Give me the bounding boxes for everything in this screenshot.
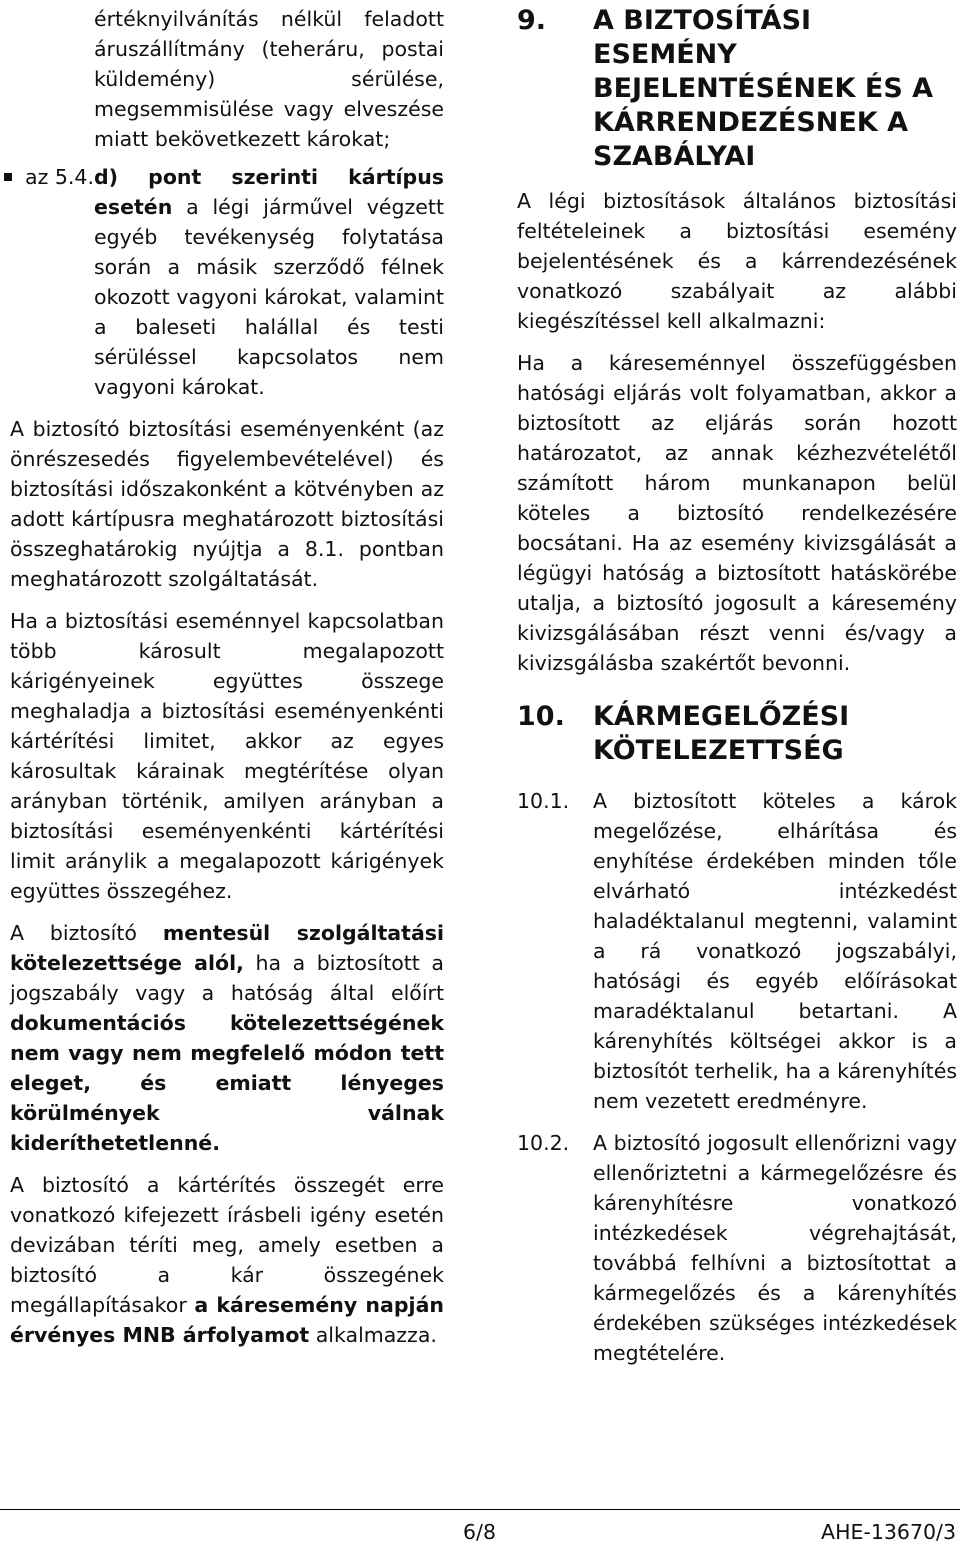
item-text: A biztosító jogosult ellenőrizni vagy ellenőriztetni a kármegelőzésre és kárenyhítésre vonatkozó intézkedések végrehajtását, továbbá felhívni a biztosítottat a kármegelőzés és a kárenyhítés érdekében szükséges intézkedések megtételére. [593, 1131, 957, 1365]
item-number: 10.1. [517, 789, 570, 813]
paragraph-text: A biztosító [10, 921, 163, 945]
list-item-text: az 5.4. [25, 165, 94, 189]
numbered-item [517, 786, 957, 1116]
list-item-text: a légi járművel végzett egyéb tevékenység folytatása során a másik szerződő félnek okozott vagyoni károkat, valamint a baleseti halállal és testi sérüléssel kapcsolatos nem vagyoni károkat. [94, 195, 444, 399]
paragraph-bold: a káresemény napján érvényes MNB árfolyamot [10, 1293, 444, 1347]
section-heading [517, 4, 957, 174]
numbered-item [517, 1128, 957, 1368]
section-number: 10. [517, 701, 565, 732]
left-column [10, 0, 444, 1350]
page-footer [0, 1509, 960, 1549]
footer-divider [0, 1509, 960, 1510]
paragraph-bold: mentesül szolgáltatási kötelezettsége alól, [10, 921, 445, 975]
list-item [10, 162, 444, 402]
paragraph [10, 918, 444, 1158]
paragraph: A biztosító biztosítási eseményenként (az önrészesedés figyelembevételével) és biztosítási időszakonként a kötvényben az adott kártípusra meghatározott biztosítási összeghatárokig nyújtja a 8.1. pontban meghatározott szolgáltatását. [10, 417, 444, 591]
paragraph-text: alkalmazza. [309, 1323, 437, 1347]
square-bullet-icon [4, 173, 12, 181]
paragraph-text: ha a biztosított a jogszabály vagy a hatóság által előírt [10, 951, 444, 1005]
list-item-bold: d) pont szerinti kártípus esetén [94, 165, 444, 219]
paragraph-bold: dokumentációs kötelezettségének nem vagy nem megfelelő módon tett eleget, és emiatt lényeges körülmények válnak kideríthetetlenné. [10, 1011, 444, 1155]
document-code: AHE-13670/3 [821, 1520, 956, 1544]
paragraph [10, 1170, 444, 1350]
item-text: A biztosított köteles a károk megelőzése, elhárítása és enyhítése érdekében minden tőle elvárható intézkedést haladéktalanul megtenni, valamint a rá vonatkozó jogszabályi, hatósági és egyéb előírásokat maradéktalanul betartani. A kárenyhítés költségei akkor is a biztosítót terhelik, ha a kárenyhítés nem vezetett eredményre. [593, 789, 957, 1113]
item-number: 10.2. [517, 1131, 570, 1155]
paragraph: Ha a káreseménnyel összefüggésben hatósági eljárás volt folyamatban, akkor a biztosított az eljárás során hozott határozatot, az annak kézhezvételétől számított három munkanapon belül köteles a biztosító rendelkezésére bocsátani. Ha az esemény kivizsgálását a légügyi hatóság a biztosított hatáskörébe utalja, a biztosító jogosult a káresemény kivizsgálásában részt venni és/vagy a kivizsgálásba szakértőt bevonni. [517, 351, 957, 675]
right-column [517, 0, 957, 1368]
section-title: A BIZTOSÍTÁSI ESEMÉNY BEJELENTÉSÉNEK ÉS A KÁRRENDEZÉSNEK A SZABÁLYAI [593, 5, 934, 172]
section-number: 9. [517, 5, 547, 36]
paragraph: A légi biztosítások általános biztosítási feltételeinek a biztosítási esemény bejelentésének és a kárrendezésének vonatkozó szabályait az alábbi kiegészítéssel kell alkalmazni: [517, 189, 957, 333]
section-title: KÁRMEGELŐZÉSI KÖTELEZETTSÉG [593, 701, 850, 766]
section-heading [517, 700, 957, 768]
list-item-continuation [10, 4, 444, 154]
list-item-text: értéknyilvánítás nélkül feladott áruszállítmány (teheráru, postai küldemény) sérülése, megsemmisülése vagy elveszése miatt bekövetkezett károkat; [94, 7, 444, 151]
page-number: 6/8 [463, 1520, 496, 1544]
paragraph: Ha a biztosítási eseménnyel kapcsolatban több károsult megalapozott kárigényeinek együttes összege meghaladja a biztosítási eseményenkénti kártérítési limitet, akkor az egyes károsultak kárainak megtérítése olyan arányban történik, amilyen arányban a biztosítási eseményenkénti kártérítési limit aránylik a megalapozott kárigények együttes összegéhez. [10, 609, 444, 903]
paragraph-text: A biztosító a kártérítés összegét erre vonatkozó kifejezett írásbeli igény esetén devizában téríti meg, amely esetben a biztosító a kár összegének megállapításakor [10, 1173, 444, 1317]
